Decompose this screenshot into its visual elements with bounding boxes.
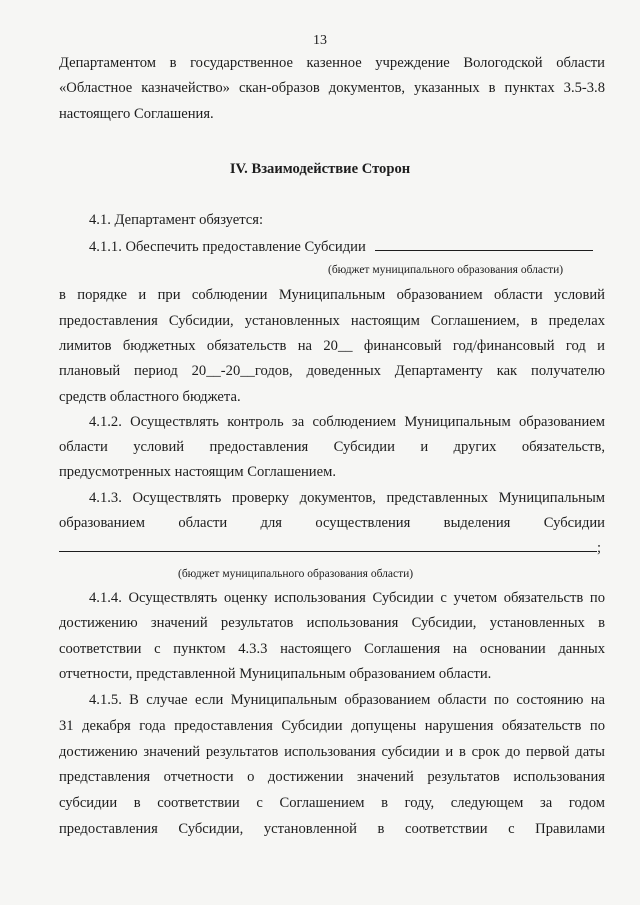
- paragraph-line: Департаментом в государственное казенное учреждение Вологодской области: [59, 55, 605, 71]
- clause-4-1-3: 4.1.3. Осуществлять проверку документов, представленных Муниципальным: [89, 490, 605, 506]
- paragraph-line: области условий предоставления Субсидии и других обязательств,: [59, 439, 605, 455]
- clause-4-1-2: 4.1.2. Осуществлять контроль за соблюдением Муниципальным образованием: [89, 414, 605, 430]
- paragraph-line: представления отчетности о достижении значений результатов использования: [59, 769, 605, 785]
- paragraph-line: настоящего Соглашения.: [59, 106, 214, 122]
- paragraph-line: образованием области для осуществления выделения Субсидии: [59, 515, 605, 531]
- paragraph-line: плановый период 20__-20__годов, доведенных Департаменту как получателю: [59, 363, 605, 379]
- paragraph-line: достижению значений результатов использования Субсидии, установленных в: [59, 615, 605, 631]
- fill-in-blank-line: [59, 539, 597, 552]
- paragraph-line: предоставления Субсидии, установленных настоящим Соглашением, в пределах: [59, 313, 605, 329]
- paragraph-line: лимитов бюджетных обязательств на 20__ финансовый год/финансовый год и: [59, 338, 605, 354]
- paragraph-line: предоставления Субсидии, установленной в соответствии с Правилами: [59, 821, 605, 837]
- page-number: 13: [313, 33, 327, 48]
- clause-4-1-1-lead: [89, 238, 609, 256]
- blank-caption: (бюджет муниципального образования области): [328, 264, 564, 276]
- clause-4-1-1-text: 4.1.1. Обеспечить предоставление Субсидии: [89, 239, 366, 255]
- paragraph-line: субсидии в соответствии с Соглашением в году, следующем за годом: [59, 795, 605, 811]
- paragraph-line: достижению значений результатов использования субсидии и в срок до первой даты: [59, 744, 605, 760]
- paragraph-line: в порядке и при соблюдении Муниципальным образованием области условий: [59, 287, 605, 303]
- clause-4-1: 4.1. Департамент обязуется:: [89, 212, 264, 228]
- paragraph-line: 31 декабря года предоставления Субсидии допущены нарушения обязательств по: [59, 718, 605, 734]
- section-heading: IV. Взаимодействие Сторон: [229, 161, 411, 177]
- clause-4-1-4: 4.1.4. Осуществлять оценку использования Субсидии с учетом обязательств по: [89, 590, 605, 606]
- fill-in-blank-row: [59, 539, 605, 557]
- blank-terminator: ;: [597, 540, 602, 556]
- paragraph-line: средств областного бюджета.: [59, 389, 241, 405]
- paragraph-line: соответствии с пунктом 4.3.3 настоящего Соглашения на основании данных: [59, 641, 605, 657]
- paragraph-line: предусмотренных настоящим Соглашением.: [59, 464, 336, 480]
- blank-caption: (бюджет муниципального образования области): [178, 568, 414, 580]
- fill-in-blank-line: [375, 238, 593, 251]
- paragraph-line: «Областное казначейство» скан-образов документов, указанных в пунктах 3.5-3.8: [59, 80, 605, 96]
- clause-4-1-5: 4.1.5. В случае если Муниципальным образованием области по состоянию на: [89, 692, 605, 708]
- paragraph-line: отчетности, представленной Муниципальным образованием области.: [59, 666, 492, 682]
